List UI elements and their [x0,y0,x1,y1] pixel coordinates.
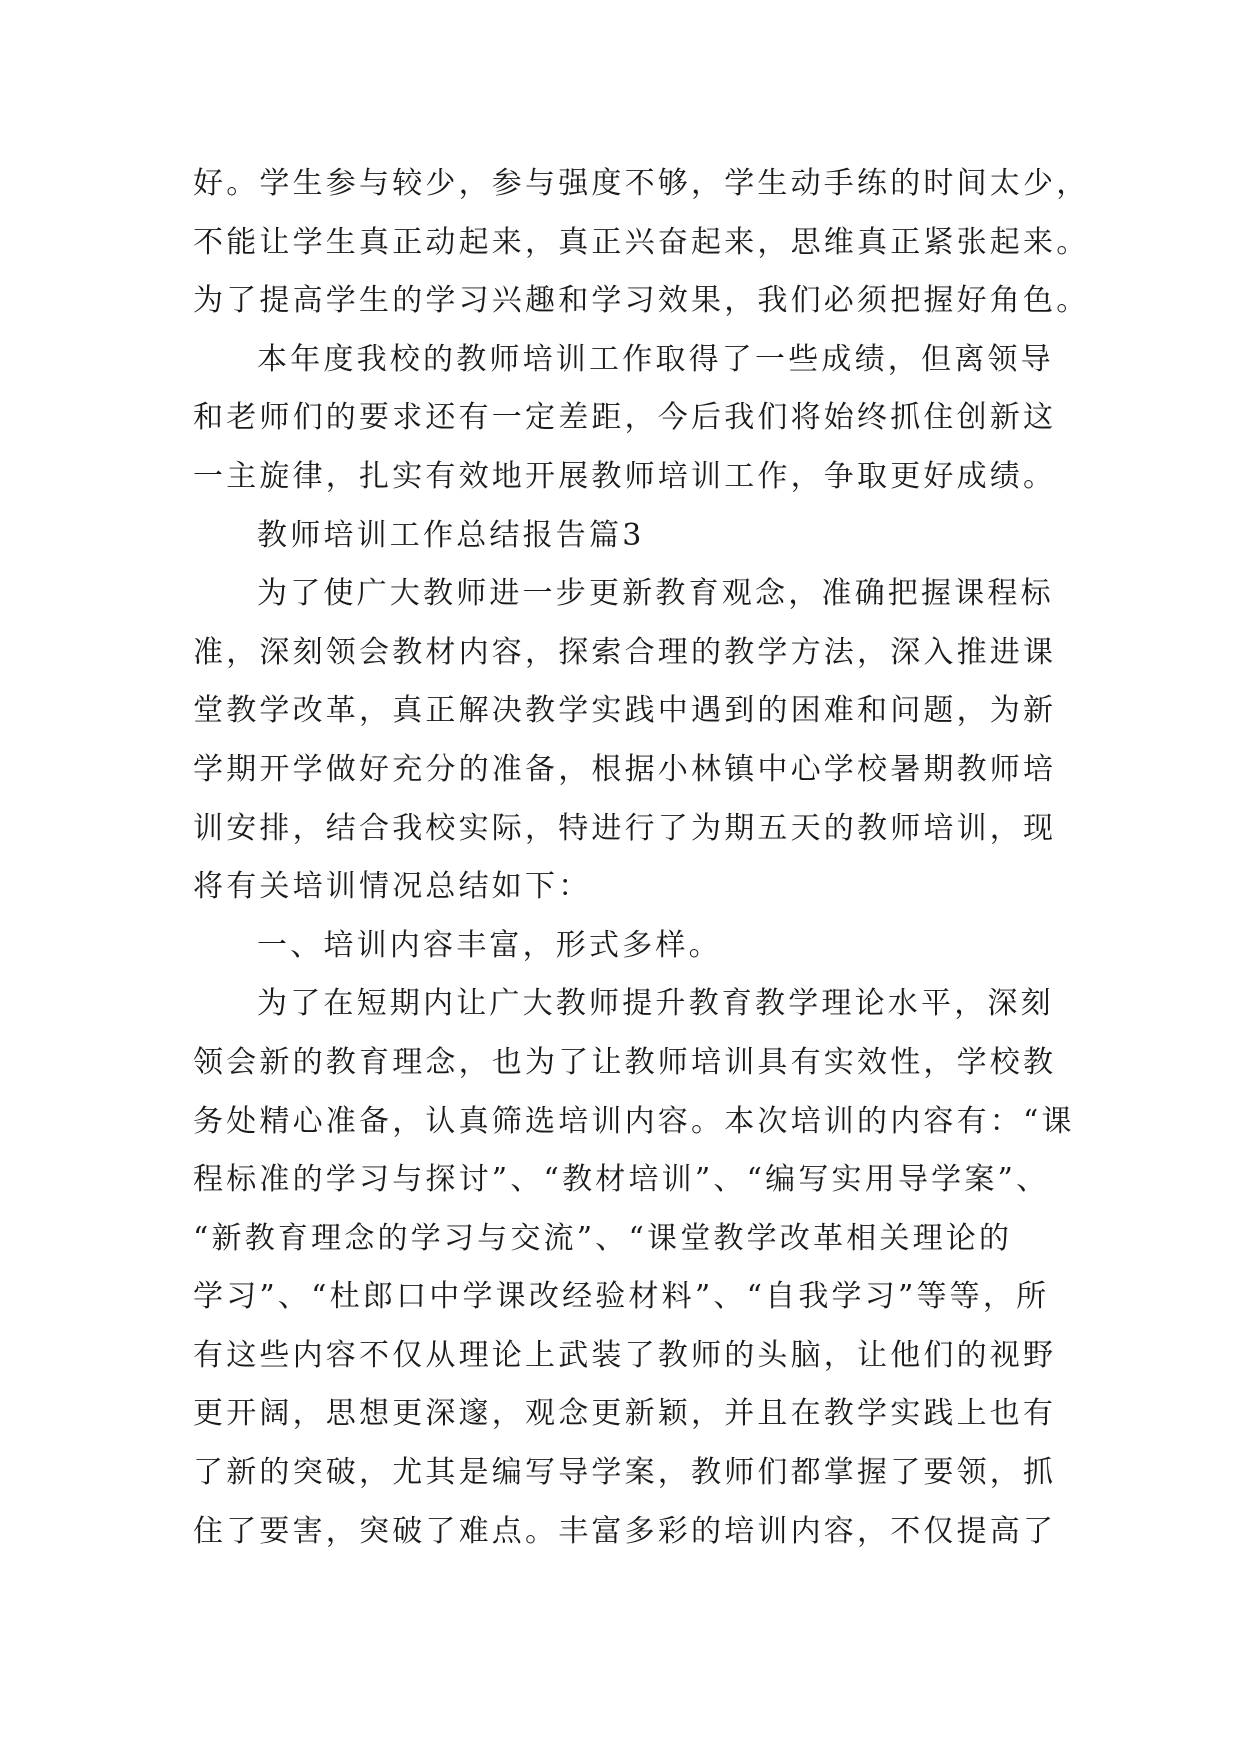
text-line: 和老师们的要求还有一定差距，今后我们将始终抓住创新这 [193,400,1057,436]
text-line: 堂教学改革，真正解决教学实践中遇到的困难和问题，为新 [193,693,1057,729]
text-line: 更开阔，思想更深邃，观念更新颖，并且在教学实践上也有 [193,1396,1057,1432]
text-line: 程标准的学习与探讨”、“教材培训”、“编写实用导学案”、 [193,1162,1050,1198]
text-line: 准，深刻领会教材内容，探索合理的教学方法，深入推进课 [193,634,1057,670]
text-line: 有这些内容不仅从理论上武装了教师的头脑，让他们的视野 [193,1337,1057,1373]
text-line: 不能让学生真正动起来，真正兴奋起来，思维真正紧张起来。 [193,224,1090,260]
paragraph-start-line: 为了使广大教师进一步更新教育观念，准确把握课程标 [257,576,1054,612]
text-line: 为了提高学生的学习兴趣和学习效果，我们必须把握好角色。 [193,283,1090,319]
document-body [193,155,1090,1561]
subsection-heading: 一、培训内容丰富，形式多样。 [257,927,722,963]
text-line: 领会新的教育理念，也为了让教师培训具有实效性，学校教 [193,1044,1057,1080]
section-heading: 教师培训工作总结报告篇3 [257,517,645,553]
paragraph-start-line: 为了在短期内让广大教师提升教育教学理论水平，深刻 [257,986,1054,1022]
text-line: 学习”、“杜郎口中学课改经验材料”、“自我学习”等等，所 [193,1279,1050,1315]
text-line: 一主旋律，扎实有效地开展教师培训工作，争取更好成绩。 [193,458,1057,494]
text-line: 了新的突破，尤其是编写导学案，教师们都掌握了要领，抓 [193,1455,1057,1491]
text-line: “新教育理念的学习与交流”、“课堂教学改革相关理论的 [193,1220,1013,1256]
text-line: 务处精心准备，认真筛选培训内容。本次培训的内容有：“课 [193,1103,1075,1139]
text-line: 训安排，结合我校实际，特进行了为期五天的教师培训，现 [193,810,1057,846]
text-line: 学期开学做好充分的准备，根据小林镇中心学校暑期教师培 [193,751,1057,787]
text-line: 住了要害，突破了难点。丰富多彩的培训内容，不仅提高了 [193,1513,1057,1549]
paragraph-start-line: 本年度我校的教师培训工作取得了一些成绩，但离领导 [257,341,1054,377]
text-line: 好。学生参与较少，参与强度不够，学生动手练的时间太少， [193,166,1090,201]
text-line: 将有关培训情况总结如下： [193,869,592,905]
